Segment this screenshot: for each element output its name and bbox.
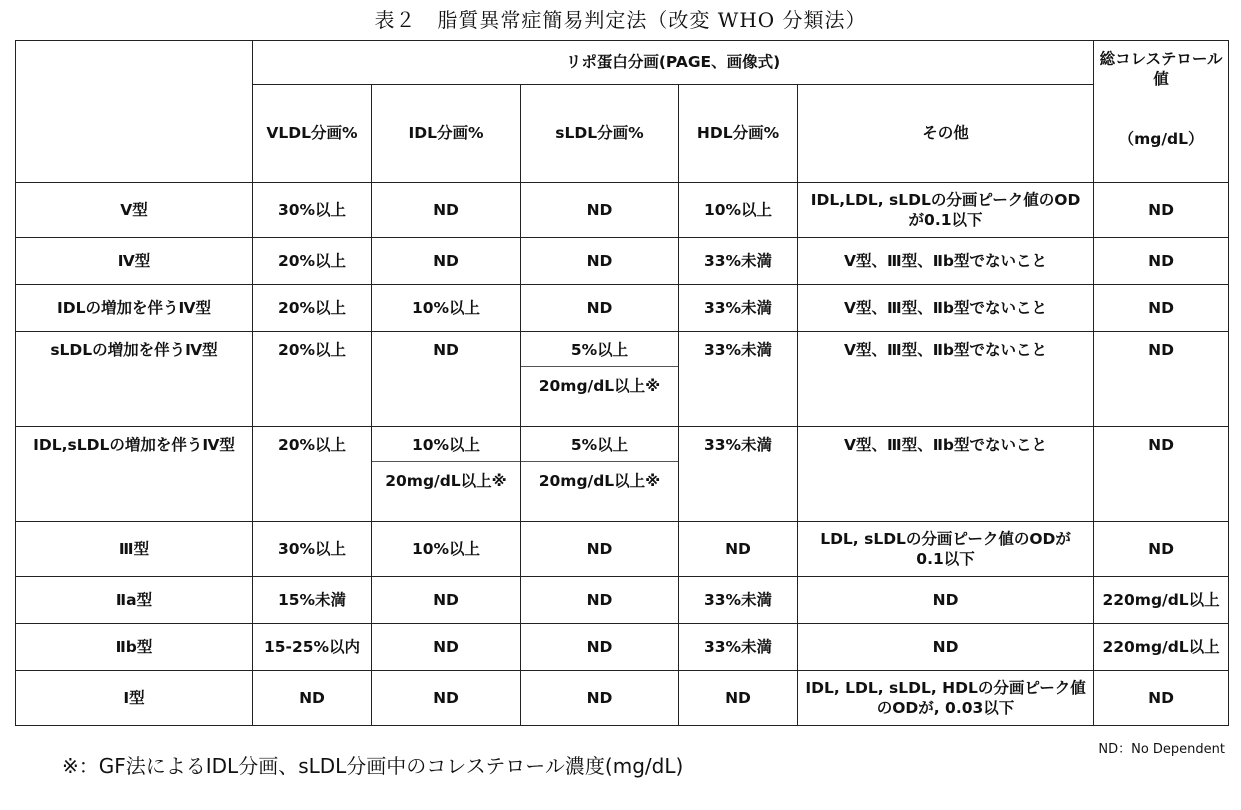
cell-hdl: 33%未満 xyxy=(679,285,798,332)
table-row xyxy=(16,238,1229,285)
cell-vldl: 20%以上 xyxy=(253,238,372,285)
cell-total: ND xyxy=(1094,285,1229,332)
table-row xyxy=(16,522,1229,577)
cell-other: LDL, sLDLの分画ピーク値のODが 0.1以下 xyxy=(798,522,1094,577)
cell-total: ND xyxy=(1094,238,1229,285)
header-corner xyxy=(16,41,253,183)
cell-idl xyxy=(372,427,521,522)
cell-sldl: ND xyxy=(521,285,679,332)
cell-hdl: 33%未満 xyxy=(679,624,798,671)
cell-vldl: ND xyxy=(253,671,372,726)
table-title: 表２ 脂質異常症簡易判定法（改変 WHO 分類法） xyxy=(374,8,867,32)
cell-sldl-mg: 20mg/dL以上※ xyxy=(521,366,678,396)
cell-other: IDL,LDL, sLDLの分画ピーク値のOD が0.1以下 xyxy=(798,183,1094,238)
cell-idl: ND xyxy=(372,238,521,285)
cell-vldl: 30%以上 xyxy=(253,522,372,577)
cell-other: Ⅴ型、Ⅲ型、Ⅱb型でないこと xyxy=(798,285,1094,332)
cell-idl: ND xyxy=(372,183,521,238)
table-row xyxy=(16,624,1229,671)
row-type: IDLの増加を伴うⅣ型 xyxy=(16,285,253,332)
group-header: リポ蛋白分画(PAGE、画像式) xyxy=(253,41,1094,85)
cell-sldl-mg: 20mg/dL以上※ xyxy=(521,461,678,491)
cell-sldl: ND xyxy=(521,183,679,238)
table-row xyxy=(16,427,1229,522)
cell-total: ND xyxy=(1094,427,1229,522)
row-type: Ⅱb型 xyxy=(16,624,253,671)
col-header-vldl: VLDL分画% xyxy=(253,85,372,183)
cell-sldl: ND xyxy=(521,238,679,285)
cell-idl: ND xyxy=(372,577,521,624)
cell-total: ND xyxy=(1094,183,1229,238)
cell-idl: ND xyxy=(372,332,521,427)
col-header-other: その他 xyxy=(798,85,1094,183)
cell-sldl xyxy=(521,427,679,522)
cell-sldl: ND xyxy=(521,671,679,726)
cell-vldl: 15%未満 xyxy=(253,577,372,624)
col-header-hdl: HDL分画% xyxy=(679,85,798,183)
row-type: sLDLの増加を伴うⅣ型 xyxy=(16,332,253,427)
cell-vldl: 20%以上 xyxy=(253,285,372,332)
cell-sldl: ND xyxy=(521,577,679,624)
cell-vldl: 15-25%以内 xyxy=(253,624,372,671)
cell-other: Ⅴ型、Ⅲ型、Ⅱb型でないこと xyxy=(798,238,1094,285)
cell-other: ND xyxy=(798,577,1094,624)
col-header-sldl: sLDL分画% xyxy=(521,85,679,183)
table-row xyxy=(16,183,1229,238)
cell-idl: ND xyxy=(372,624,521,671)
cell-idl: 10%以上 xyxy=(372,522,521,577)
row-type: Ⅲ型 xyxy=(16,522,253,577)
row-type: IDL,sLDLの増加を伴うⅣ型 xyxy=(16,427,253,522)
row-type: Ⅱa型 xyxy=(16,577,253,624)
cell-hdl: 33%未満 xyxy=(679,427,798,522)
cell-sldl: ND xyxy=(521,522,679,577)
table-row xyxy=(16,671,1229,726)
total-chol-label: 総コレステロール値 xyxy=(1099,50,1223,89)
cell-sldl-pct: 5%以上 xyxy=(570,341,629,359)
cell-hdl: 10%以上 xyxy=(679,183,798,238)
total-chol-unit: （mg/dL） xyxy=(1118,130,1204,149)
row-type: Ⅳ型 xyxy=(16,238,253,285)
col-header-idl: IDL分画% xyxy=(372,85,521,183)
total-chol-header xyxy=(1094,41,1229,183)
cell-other: IDL, LDL, sLDL, HDLの分画ピーク値 のODが, 0.03以下 xyxy=(798,671,1094,726)
cell-hdl: ND xyxy=(679,522,798,577)
cell-vldl: 20%以上 xyxy=(253,332,372,427)
cell-total: ND xyxy=(1094,522,1229,577)
cell-hdl: 33%未満 xyxy=(679,577,798,624)
cell-other: Ⅴ型、Ⅲ型、Ⅱb型でないこと xyxy=(798,332,1094,427)
cell-sldl xyxy=(521,332,679,427)
cell-sldl-pct: 5%以上 xyxy=(570,436,629,454)
cell-total: ND xyxy=(1094,332,1229,427)
cell-total: ND xyxy=(1094,671,1229,726)
cell-other: Ⅴ型、Ⅲ型、Ⅱb型でないこと xyxy=(798,427,1094,522)
cell-vldl: 20%以上 xyxy=(253,427,372,522)
cell-idl-mg: 20mg/dL以上※ xyxy=(372,461,520,491)
row-type: Ⅰ型 xyxy=(16,671,253,726)
table-row xyxy=(16,577,1229,624)
cell-hdl: 33%未満 xyxy=(679,238,798,285)
nd-legend: ND：No Dependent xyxy=(1098,742,1225,757)
cell-total: 220mg/dL以上 xyxy=(1094,577,1229,624)
cell-total: 220mg/dL以上 xyxy=(1094,624,1229,671)
cell-idl: ND xyxy=(372,671,521,726)
cell-hdl: ND xyxy=(679,671,798,726)
row-type: Ⅴ型 xyxy=(16,183,253,238)
lipid-classification-table xyxy=(15,40,1229,726)
cell-hdl: 33%未満 xyxy=(679,332,798,427)
cell-sldl: ND xyxy=(521,624,679,671)
cell-idl-pct: 10%以上 xyxy=(411,436,481,454)
table-row xyxy=(16,285,1229,332)
cell-idl: 10%以上 xyxy=(372,285,521,332)
cell-other: ND xyxy=(798,624,1094,671)
table-row xyxy=(16,332,1229,427)
cell-vldl: 30%以上 xyxy=(253,183,372,238)
footnote: ※：GF法によるIDL分画、sLDL分画中のコレステロール濃度(mg/dL) xyxy=(62,754,684,778)
